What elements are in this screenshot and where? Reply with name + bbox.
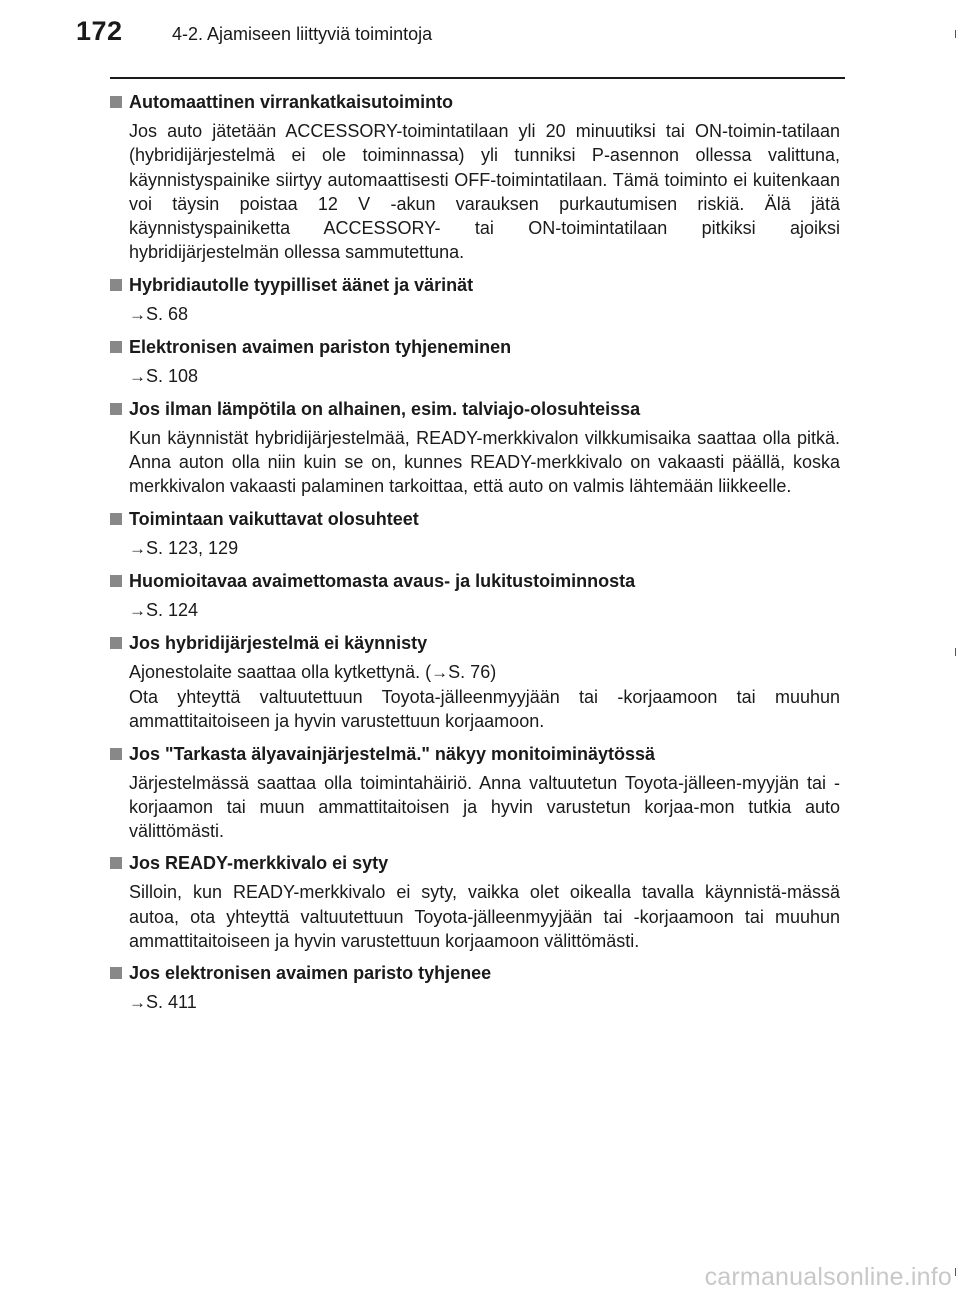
section-heading: Automaattinen virrankatkaisutoiminto bbox=[129, 92, 454, 112]
section-smart-key-check-message bbox=[110, 742, 840, 844]
square-bullet-icon bbox=[110, 279, 122, 291]
page-header bbox=[76, 16, 432, 47]
page-reference-text: S. 123, 129 bbox=[146, 537, 239, 558]
arrow-right-icon: → bbox=[129, 304, 146, 324]
arrow-right-icon: → bbox=[129, 600, 146, 620]
page-reference-text: S. 108 bbox=[146, 365, 199, 386]
section-keyless-entry-notes bbox=[110, 569, 840, 623]
section-hybrid-sounds bbox=[110, 273, 840, 327]
section-heading: Jos ilman lämpötila on alhainen, esim. talviajo-olosuhteissa bbox=[129, 398, 641, 419]
watermark-text: carmanualsonline.info bbox=[704, 1263, 952, 1291]
square-bullet-icon bbox=[110, 96, 122, 108]
arrow-right-icon: → bbox=[129, 366, 146, 386]
page-number: 172 bbox=[76, 16, 123, 46]
section-heading: Jos hybridijärjestelmä ei käynnisty bbox=[129, 632, 428, 653]
arrow-right-icon: → bbox=[129, 538, 146, 558]
arrow-right-icon: → bbox=[129, 993, 146, 1013]
page-content bbox=[110, 90, 840, 1023]
section-paragraph: Kun käynnistät hybridijärjestelmää, READY-merkkivalon vilkkumisaika saattaa olla pitkä. Anna auton olla niin kuin se on, kunnes READY-merkkivalo on vakaasti päällä, koska merkkivalon vakaasti palaminen tarkoittaa, että auto on valmis lähtemään liikkeelle. bbox=[129, 427, 840, 497]
section-paragraph: Jos auto jätetään ACCESSORY-toimintatilaan yli 20 minuutiksi tai ON-toimin-tatilaan (hybridijärjestelmä ei ole toiminnassa) yli tunniksi P-asennon ollessa valittuna, käynnistyspainike siirtyy automaattisesti OFF-toimintatilaan. Tämä toiminto ei kuitenkaan voi täysin poistaa 12 V -akun varauksen purkautumisen riskiä. Älä jätä käynnistyspainiketta ACCESSORY- tai ON-toimintatilaan pitkiksi ajoiksi hybridijärjestelmän ollessa sammutettuna. bbox=[129, 121, 840, 263]
section-paragraph: Ota yhteyttä valtuutettuun Toyota-jälleenmyyjään tai -korjaamoon tai muuhun ammattitaitoiseen ja hyvin varustettuun korjaamoon. bbox=[129, 686, 840, 732]
chapter-title: 4-2. Ajamiseen liittyviä toimintoja bbox=[172, 24, 433, 44]
section-heading: Elektronisen avaimen pariston tyhjeneminen bbox=[129, 336, 512, 357]
header-divider bbox=[110, 77, 845, 79]
crop-mark bbox=[955, 30, 956, 38]
section-heading: Jos elektronisen avaimen paristo tyhjenee bbox=[129, 963, 492, 984]
section-operating-conditions bbox=[110, 507, 840, 561]
section-hybrid-not-starting bbox=[110, 631, 840, 734]
page-reference[interactable] bbox=[129, 364, 840, 389]
page-reference[interactable] bbox=[129, 990, 840, 1015]
section-paragraph: Silloin, kun READY-merkkivalo ei syty, vaikka olet oikealla tavalla käynnistä-mässä autoa, ota yhteyttä valtuutettuun Toyota-jälleenmyyjään tai -korjaamoon tai muuhun ammattitaitoiseen ja hyvin varustettuun korjaamoon välittömästi. bbox=[129, 882, 840, 952]
arrow-right-icon: → bbox=[431, 662, 449, 682]
section-paragraph: Järjestelmässä saattaa olla toimintahäiriö. Anna valtuutetun Toyota-jälleen-myyjän tai -korjaamon tai muun ammattitaitoisen ja hyvin varustetun korjaa-mon tutkia auto välittömästi. bbox=[129, 772, 840, 842]
section-heading: Jos READY-merkkivalo ei syty bbox=[129, 853, 389, 874]
section-heading: Jos "Tarkasta älyavainjärjestelmä." näkyy monitoiminäytössä bbox=[129, 743, 655, 764]
square-bullet-icon bbox=[110, 857, 122, 869]
page-reference[interactable] bbox=[129, 302, 840, 327]
section-heading: Huomioitavaa avaimettomasta avaus- ja lukitustoiminnosta bbox=[129, 570, 636, 591]
page-reference[interactable] bbox=[129, 536, 840, 561]
square-bullet-icon bbox=[110, 341, 122, 353]
section-ready-light-not-on bbox=[110, 851, 840, 953]
crop-mark bbox=[955, 648, 956, 656]
section-heading: Hybridiautolle tyypilliset äänet ja värinät bbox=[129, 274, 474, 295]
page-reference-text[interactable]: S. 76 bbox=[448, 661, 491, 682]
square-bullet-icon bbox=[110, 967, 122, 979]
section-auto-power-off bbox=[110, 90, 840, 265]
page-reference-text: S. 411 bbox=[146, 992, 197, 1013]
square-bullet-icon bbox=[110, 575, 122, 587]
section-low-temperature bbox=[110, 397, 840, 499]
section-heading: Toimintaan vaikuttavat olosuhteet bbox=[129, 508, 419, 529]
square-bullet-icon bbox=[110, 637, 122, 649]
square-bullet-icon bbox=[110, 513, 122, 525]
page-reference-text: S. 124 bbox=[146, 599, 199, 620]
section-paragraph: Ajonestolaite saattaa olla kytkettynä. (→S. 76) bbox=[129, 661, 497, 682]
section-key-battery-depletion bbox=[110, 335, 840, 389]
section-key-battery-empty bbox=[110, 961, 840, 1015]
crop-mark bbox=[955, 1268, 956, 1276]
page-reference-text: S. 68 bbox=[146, 303, 189, 324]
square-bullet-icon bbox=[110, 403, 122, 415]
page-reference[interactable] bbox=[129, 598, 840, 623]
square-bullet-icon bbox=[110, 748, 122, 760]
